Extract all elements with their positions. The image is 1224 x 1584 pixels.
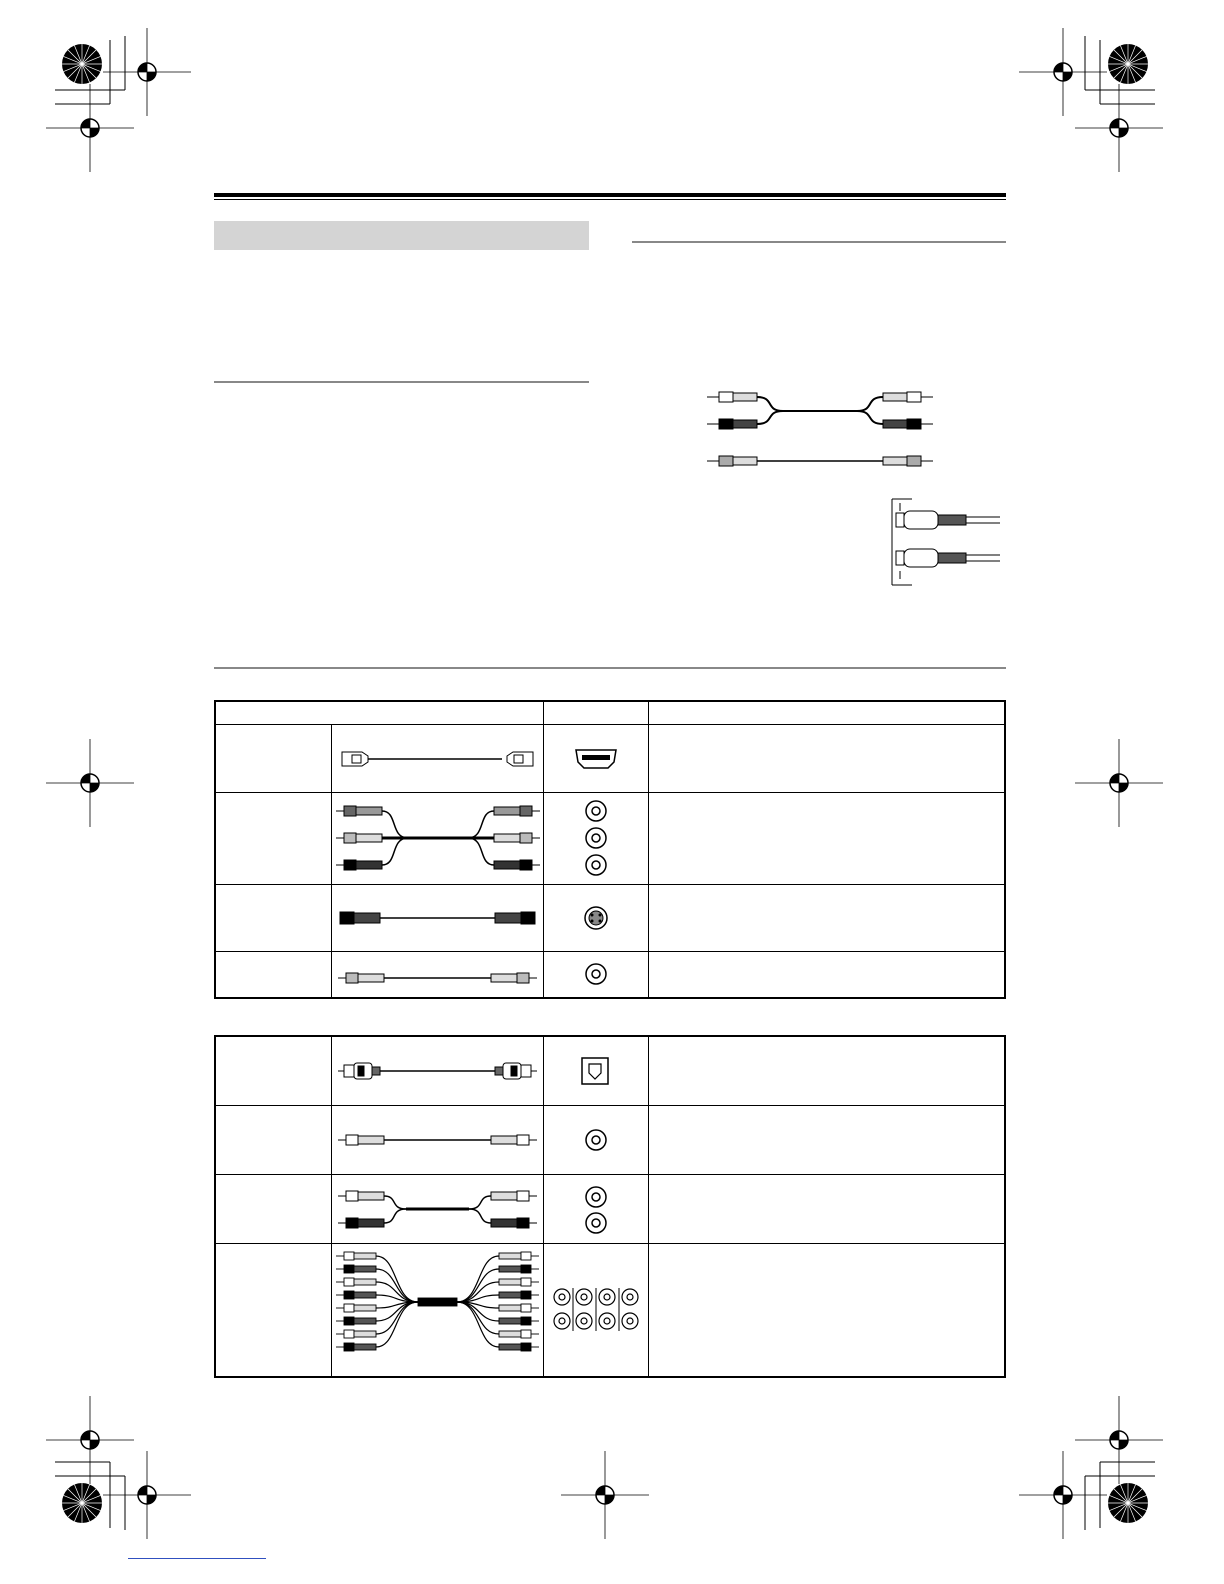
registration-crosshair-icon bbox=[1019, 1451, 1107, 1539]
row-label bbox=[215, 1105, 331, 1174]
row-label bbox=[215, 792, 331, 884]
table-row bbox=[215, 1036, 1005, 1105]
hdmi-jack-icon bbox=[544, 738, 648, 778]
coaxial-jack-icon bbox=[544, 1120, 648, 1160]
row-description bbox=[648, 1174, 1005, 1243]
multichannel-jacks-icon bbox=[544, 1246, 648, 1374]
header-cell-description bbox=[648, 701, 1005, 724]
plug-insertion-detail bbox=[886, 495, 1002, 587]
registration-crosshair-icon bbox=[46, 739, 134, 827]
row-label bbox=[215, 884, 331, 951]
registration-crosshair-icon bbox=[1075, 84, 1163, 172]
subsection-rule-right bbox=[632, 241, 1006, 243]
row-label bbox=[215, 1243, 331, 1377]
table-row bbox=[215, 1105, 1005, 1174]
registration-crosshair-icon bbox=[46, 84, 134, 172]
section-heading-band bbox=[214, 221, 589, 250]
optical-jack-icon bbox=[544, 1051, 648, 1091]
registration-crosshair-icon bbox=[1075, 739, 1163, 827]
row-description bbox=[648, 951, 1005, 998]
row-description bbox=[648, 1036, 1005, 1105]
header-cell-cable bbox=[215, 701, 543, 724]
hdmi-cable-icon bbox=[332, 738, 543, 778]
row-label bbox=[215, 951, 331, 998]
starburst-icon bbox=[1108, 1483, 1148, 1523]
composite-jack-icon bbox=[544, 954, 648, 994]
coaxial-cable-icon bbox=[332, 1120, 543, 1160]
video-connections-table bbox=[214, 700, 1006, 999]
table-row bbox=[215, 792, 1005, 884]
registration-crosshair-icon bbox=[103, 28, 191, 116]
header-rule-thin bbox=[214, 199, 1006, 200]
registration-crosshair-icon bbox=[561, 1451, 649, 1539]
row-label bbox=[215, 724, 331, 792]
table-row bbox=[215, 1243, 1005, 1377]
optical-cable-icon bbox=[332, 1051, 543, 1091]
composite-video-cable-icon bbox=[332, 954, 543, 994]
row-description bbox=[648, 1243, 1005, 1377]
row-description bbox=[648, 1105, 1005, 1174]
rca-cable-illustration bbox=[705, 385, 935, 475]
table-row bbox=[215, 1174, 1005, 1243]
s-video-jack-icon bbox=[544, 898, 648, 938]
analog-audio-cable-icon bbox=[332, 1179, 543, 1239]
starburst-icon bbox=[62, 44, 102, 84]
analog-jacks-icon bbox=[544, 1179, 648, 1239]
table-row bbox=[215, 884, 1005, 951]
component-video-cable-icon bbox=[332, 795, 543, 881]
row-label bbox=[215, 1174, 331, 1243]
row-description bbox=[648, 724, 1005, 792]
component-jacks-icon bbox=[544, 795, 648, 881]
registration-crosshair-icon bbox=[1019, 28, 1107, 116]
table-row bbox=[215, 724, 1005, 792]
table-section-rule bbox=[214, 667, 1006, 669]
s-video-cable-icon bbox=[332, 898, 543, 938]
table-header-row bbox=[215, 701, 1005, 724]
audio-connections-table bbox=[214, 1035, 1006, 1378]
table-row bbox=[215, 951, 1005, 998]
registration-crosshair-icon bbox=[1075, 1396, 1163, 1484]
row-label bbox=[215, 1036, 331, 1105]
row-description bbox=[648, 884, 1005, 951]
row-description bbox=[648, 792, 1005, 884]
subsection-rule-left bbox=[214, 381, 589, 383]
header-cell-jack bbox=[543, 701, 648, 724]
footer-link-underline bbox=[128, 1558, 266, 1559]
registration-crosshair-icon bbox=[46, 1396, 134, 1484]
starburst-icon bbox=[62, 1483, 102, 1523]
multichannel-cable-icon bbox=[332, 1246, 543, 1374]
registration-crosshair-icon bbox=[103, 1451, 191, 1539]
header-rule bbox=[214, 193, 1006, 197]
starburst-icon bbox=[1108, 44, 1148, 84]
